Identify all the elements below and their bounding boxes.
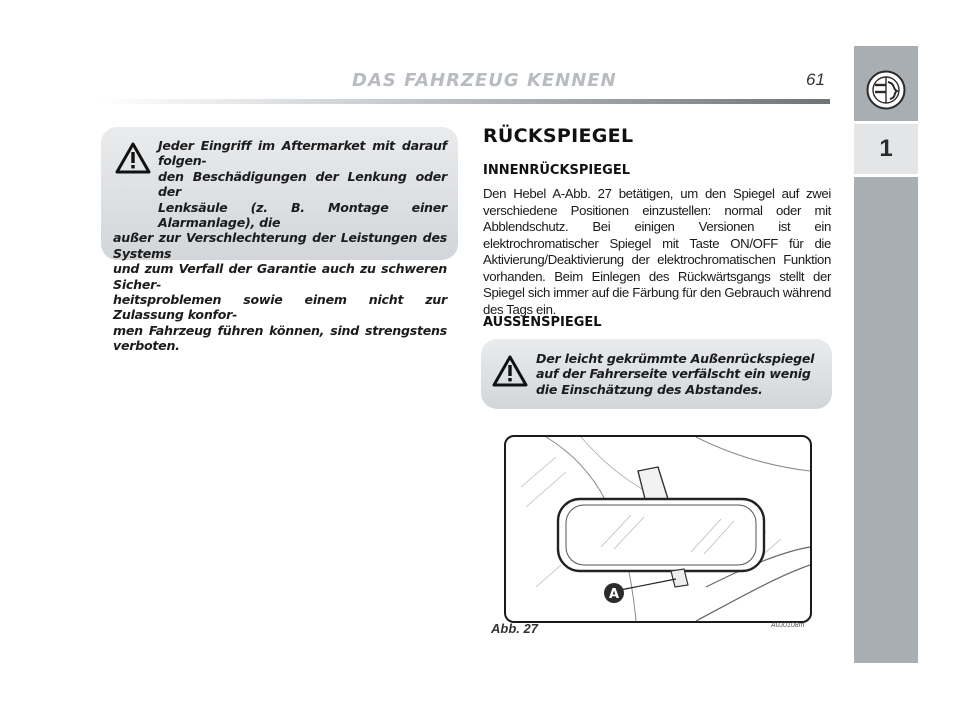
figure-rear-view-mirror <box>504 435 812 623</box>
page-number: 61 <box>806 70 825 89</box>
warning-line: Jeder Eingriff im Aftermarket mit darauf folgen- <box>158 138 447 169</box>
warning-box-outer-mirror <box>481 339 832 409</box>
warning-line: und zum Verfall der Garantie auch zu schweren Sicher- <box>113 261 447 292</box>
subsection-title-outer: AUSSENSPIEGEL <box>483 315 602 330</box>
section-title: RÜCKSPIEGEL <box>483 125 634 147</box>
subsection-title-inner: INNENRÜCKSPIEGEL <box>483 163 630 178</box>
warning-line: men Fahrzeug führen können, sind strengstens verboten. <box>113 322 447 354</box>
figure-caption: Abb. 27 <box>491 621 538 636</box>
chapter-number: 1 <box>854 121 918 177</box>
warning-line: außer zur Verschlechterung der Leistungen des Systems <box>113 230 447 261</box>
warning-text-aftermarket <box>101 138 447 354</box>
figure-callout-label: A <box>608 587 620 602</box>
warning-text-outer-mirror: Der leicht gekrümmte Außenrückspiegel auf der Fahrerseite verfälscht ein wenig die Einschätzung des Abstandes. <box>536 351 815 397</box>
figure-code: A0J0108m <box>771 622 805 629</box>
running-header: DAS FAHRZEUG KENNEN <box>352 70 617 91</box>
header-rule <box>100 99 830 104</box>
warning-box-aftermarket <box>101 127 458 354</box>
warning-line: den Beschädigungen der Lenkung oder der <box>158 168 447 200</box>
warning-line: Lenksäule (z. B. Montage einer Alarmanlage), die <box>158 199 447 231</box>
rear-view-mirror-illustration <box>506 437 810 621</box>
warning-line: heitsproblemen sowie einem nicht zur Zulassung konfor- <box>113 292 447 323</box>
alfa-romeo-logo-icon <box>866 70 906 110</box>
warning-triangle-icon <box>492 355 528 387</box>
inner-mirror-text: Den Hebel A-Abb. 27 betätigen, um den Spiegel auf zwei verschiedene Positionen einzustellen: normal oder mit Abblendschutz. Bei einigen Versionen ist ein elektrochromatischer Spiegel mit Taste ON/OFF für die Aktivierung/Deaktivierung der elektrochromatischen Funktion vorhanden. Beim Einlegen des Rückwärtsgangs stellt der Spiegel sich immer auf die Färbung für den Gebrauch während des Tags ein. <box>483 186 831 317</box>
